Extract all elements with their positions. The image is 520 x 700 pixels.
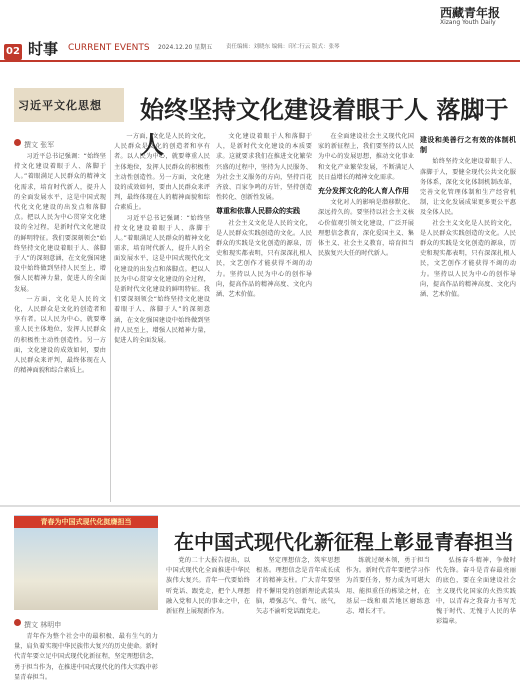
author-icon xyxy=(14,139,21,146)
paragraph: 在全面建设社会主义现代化国家的新征程上，我们要坚持以人民为中心的发展思想，推动文化事业和文化产业繁荣发展，不断满足人民日益增长的精神文化需求。 xyxy=(318,133,414,181)
article1-col3 xyxy=(216,132,312,502)
subheading: 尊重和依靠人民群众的实践 xyxy=(216,207,300,216)
issue-date: 2024.12.20 星期五 xyxy=(158,44,213,51)
article2-image-banner: 青春为中国式现代化挺膺担当 xyxy=(14,516,158,528)
paragraph: 弘扬奋斗精神，争做时代先锋。奋斗是青春最亮丽的底色，要在全面建设社会主义现代化国家的火热实践中，以青春之我奋力书写无愧于时代、无愧于人民的华彩篇章。 xyxy=(436,557,516,626)
article2-col3 xyxy=(256,556,340,698)
section-title: 时事 xyxy=(28,40,59,58)
header-divider xyxy=(0,60,520,62)
article2-col1 xyxy=(14,632,158,698)
paragraph: 一方面，文化是人民的文化，人民群众是文化的创造者和享有者。以人民为中心，就要尊重人民主体地位，发挥人民群众的积极性主动性创造性。另一方面，文化建设的成效如何，要由人民群众来评判，最终体现在人的精神面貌和综合素质上。 xyxy=(114,133,210,212)
article1-image-caption: 习近平文化思想 xyxy=(18,99,102,112)
page-number: 02 xyxy=(4,44,22,60)
article2-title: 在中国式现代化新征程上彰显青春担当 xyxy=(174,530,514,554)
article1-col4 xyxy=(318,132,414,502)
paragraph: 文化对人的影响是潜移默化、深远持久的。要坚持以社会主义核心价值观引领文化建设，广泛开展理想信念教育，深化爱国主义、集体主义、社会主义教育，培育担当民族复兴大任的时代新人。 xyxy=(318,199,414,258)
page-header xyxy=(0,0,520,66)
article2-col5 xyxy=(436,556,516,698)
paragraph: 始终坚持文化建设着眼于人、落脚于人，要健全现代公共文化服务体系，深化文化体制机制改革，完善文化管理体制和生产经营机制，让文化发展成果更多更公平惠及全体人民。 xyxy=(420,158,516,217)
paragraph: 坚定理想信念，筑牢思想根基。理想信念是青年成长成才的精神支柱。广大青年要坚持不懈用党的创新理论武装头脑，增强志气、骨气、底气，矢志不渝听党话跟党走。 xyxy=(256,557,340,616)
paper-logo: 西藏青年报 xyxy=(440,6,501,20)
article1-col5 xyxy=(420,132,516,502)
paragraph: 社会主义文化是人民的文化，是人民群众实践创造的文化。人民群众的实践是文化创造的源泉，历史和现实都表明，只有深深扎根人民，文艺创作才能获得不竭的动力。坚持以人民为中心的创作导向，提高作品的精神高度、文化内涵、艺术价值。 xyxy=(216,219,312,299)
article2-author: 撰文 林明申 xyxy=(24,621,62,629)
paragraph: 习近平总书记强调：“始终坚持文化建设着眼于人、落脚于人。”着眼满足人民群众的精神文化需求，培育时代新人，提升人的全面发展水平，这是中国式现代化文化建设的出发点和落脚点。把以人民为中心贯穿文化建设的全过程，是新时代文化建设的鲜明特征。我们要深刻领会“始终坚持文化建设着眼于人、落脚于人”的深刻意涵，在文化强国建设中始终做到坚持人民至上，增强人民精神力量，促进人的全面发展。 xyxy=(14,153,106,293)
subheading: 充分发挥文化的化人育人作用 xyxy=(318,187,409,196)
section-title-en: CURRENT EVENTS xyxy=(68,43,150,53)
editors-line: 责任编辑：刘晓东 编辑：印仁行云 版式：张琴 xyxy=(226,44,340,50)
subheading: 建设和美善行之有效的体制机制 xyxy=(420,136,516,155)
paper-logo-sub: Xizang Youth Daily xyxy=(440,19,496,26)
paragraph: 社会主义文化是人民的文化，是人民群众实践创造的文化。人民群众的实践是文化创造的源泉，历史和现实都表明，只有深深扎根人民，文艺创作才能获得不竭的动力。坚持以人民为中心的创作导向，提高作品的精神高度、文化内涵、艺术价值。 xyxy=(420,219,516,299)
article1-author: 撰文 张军 xyxy=(24,141,55,149)
article1-title: 始终坚持文化建设着眼于人 落脚于人 xyxy=(140,95,509,159)
article2-image xyxy=(14,515,158,610)
author-icon xyxy=(14,619,21,626)
column-divider xyxy=(110,150,111,502)
article1-col2 xyxy=(114,132,210,502)
article-divider xyxy=(0,505,520,507)
article2-col2 xyxy=(166,556,250,698)
article1-col1 xyxy=(14,152,106,502)
paragraph: 党的二十大报告提出，以中国式现代化全面推进中华民族伟大复兴。青年一代要始终听党话、跟党走，把个人理想融入党和人民的事业之中，在新征程上展现新作为。 xyxy=(166,557,250,616)
article2-col4 xyxy=(346,556,430,698)
paragraph: 一方面，文化是人民的文化，人民群众是文化的创造者和享有者。以人民为中心，就要尊重人民主体地位，发挥人民群众的积极性主动性创造性。另一方面，文化建设的成效如何，要由人民群众来评判，最终体现在人的精神面貌和综合素质上。 xyxy=(14,295,106,375)
paragraph: 练就过硬本领，勇于担当作为。新时代青年要把学习作为首要任务，努力成为可堪大用、能担重任的栋梁之材，在基层一线和艰苦地区磨练意志、增长才干。 xyxy=(346,557,430,616)
paragraph: 文化建设着眼于人和落脚于人，是新时代文化建设的本质要求。这就要求我们在推进文化繁荣兴盛的过程中，坚持为人民服务、为社会主义服务的方向，坚持百花齐放、百家争鸣的方针，坚持创造性转化、创新性发展。 xyxy=(216,133,312,202)
paragraph: 习近平总书记强调：“始终坚持文化建设着眼于人、落脚于人。”着眼满足人民群众的精神文化需求，培育时代新人，提升人的全面发展水平，这是中国式现代化文化建设的出发点和落脚点。把以人民为中心贯穿文化建设的全过程，是新时代文化建设的鲜明特征。我们要深刻领会“始终坚持文化建设着眼于人、落脚于人”的深刻意涵，在文化强国建设中始终做到坚持人民至上，增强人民精神力量，促进人的全面发展。 xyxy=(114,214,210,345)
paragraph: 青年作为整个社会中的最积极、最有生气的力量，肩负着实现中华民族伟大复兴的历史使命。新时代青年要立足中国式现代化新征程，坚定理想信念，勇于担当作为，在推进中国式现代化的伟大实践中彰显青春担当。 xyxy=(14,633,158,681)
